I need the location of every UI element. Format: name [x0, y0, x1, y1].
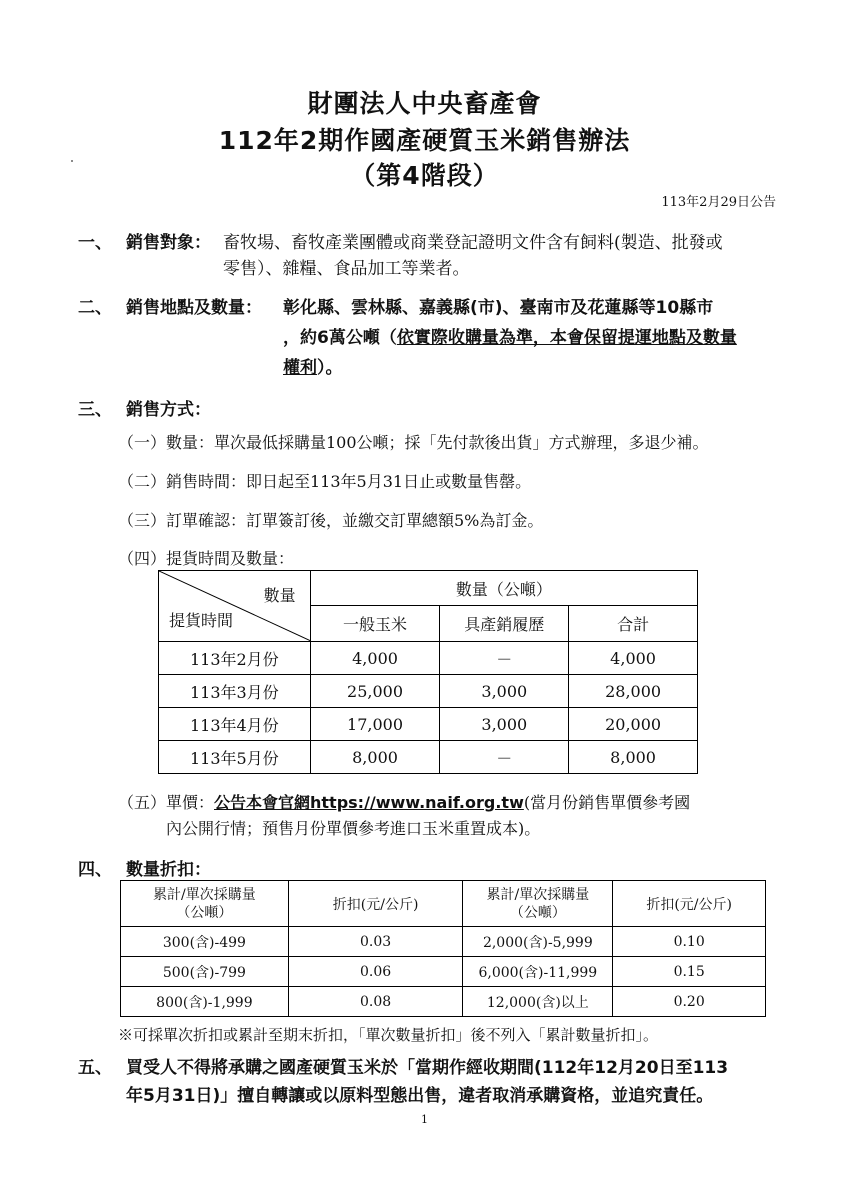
section-1-line-2: 零售）、雜糧、食品加工等業者。	[223, 259, 470, 279]
table-row	[121, 957, 766, 987]
table-cell: 4,000	[310, 642, 440, 675]
table-cell: 113年4月份	[159, 708, 311, 741]
section-3-item-2: （二）銷售時間：即日起至113年5月31日止或數量售罄。	[118, 472, 532, 491]
section-3-item-3: （三）訂單確認：訂單簽訂後，並繳交訂單總額5%為訂金。	[118, 511, 544, 530]
table-cell: 25,000	[310, 675, 440, 708]
table-cell: 0.10	[613, 927, 766, 957]
section-2-line-3	[283, 357, 343, 379]
section-3-item-5	[118, 792, 690, 814]
section-2-rights: 權利	[283, 358, 317, 378]
table-row	[159, 642, 698, 675]
website-link[interactable]: 公告本會官網https://www.naif.org.tw	[214, 793, 524, 812]
section-1-label: 銷售對象：	[126, 233, 211, 253]
qty-header-text: 累計/單次採購量	[153, 886, 256, 903]
section-2-label: 銷售地點及數量：	[126, 298, 262, 318]
table-cell: 113年2月份	[159, 642, 311, 675]
table-cell: 17,000	[310, 708, 440, 741]
col-header: 合計	[569, 606, 698, 642]
table-cell: 2,000(含)-5,999	[463, 927, 613, 957]
table-cell: 0.06	[288, 957, 463, 987]
section-2-line-1: 彰化縣、雲林縣、嘉義縣(市)、臺南市及花蓮縣等10縣市	[283, 298, 714, 318]
org-name: 財團法人中央畜產會	[307, 89, 542, 118]
section-5-line-2: 年5月31日)」擅自轉讓或以原料型態出售，違者取消承購資格，並追究責任。	[126, 1086, 714, 1106]
corner-bottom-label: 提貨時間	[169, 611, 234, 630]
table-row	[121, 987, 766, 1017]
table-cell: 500(含)-799	[121, 957, 289, 987]
table-cell: 12,000(含)以上	[463, 987, 613, 1017]
discount-header: 折扣(元/公斤)	[613, 881, 766, 927]
discount-table	[120, 880, 766, 1017]
qty-header-unit: （公噸）	[176, 904, 233, 921]
table-cell: 300(含)-499	[121, 927, 289, 957]
section-3-label: 銷售方式：	[126, 400, 211, 420]
section-2-amount: ，約6萬公噸（	[283, 328, 397, 348]
price-note-2: 內公開行情；預售月份單價參考進口玉米重置成本)。	[166, 819, 541, 838]
price-note-1: (當月份銷售單價參考國	[523, 793, 691, 812]
table-cell: 3,000	[440, 708, 569, 741]
table-cell: 8,000	[310, 741, 440, 774]
section-1-line-1: 畜牧場、畜牧產業團體或商業登記證明文件含有飼料(製造、批發或	[223, 233, 723, 253]
table-cell: －	[440, 642, 569, 675]
page-number: 1	[421, 1113, 428, 1126]
table-cell: －	[440, 741, 569, 774]
table-cell: 0.03	[288, 927, 463, 957]
table-cell: 0.08	[288, 987, 463, 1017]
table-row	[159, 675, 698, 708]
qty-header	[463, 881, 613, 927]
table-cell: 0.20	[613, 987, 766, 1017]
table-row	[159, 741, 698, 774]
table-cell: 28,000	[569, 675, 698, 708]
section-2-number: 二、	[78, 298, 112, 318]
delivery-table	[158, 570, 698, 774]
discount-header: 折扣(元/公斤)	[288, 881, 463, 927]
section-3-item-4: （四）提貨時間及數量：	[118, 549, 295, 568]
corner-top-label: 數量	[263, 586, 296, 605]
table-cell: 20,000	[569, 708, 698, 741]
section-3-item-1: （一）數量：單次最低採購量100公噸；採「先付款後出貨」方式辦理，多退少補。	[118, 433, 709, 452]
table-cell: 6,000(含)-11,999	[463, 957, 613, 987]
qty-header	[121, 881, 289, 927]
col-header: 一般玉米	[310, 606, 440, 642]
section-5-number: 五、	[78, 1058, 112, 1078]
section-4-label: 數量折扣：	[126, 860, 211, 880]
table-corner-cell	[159, 571, 311, 642]
table-cell: 0.15	[613, 957, 766, 987]
qty-header-text: 累計/單次採購量	[486, 886, 590, 903]
section-3-number: 三、	[78, 400, 112, 420]
section-4-number: 四、	[78, 860, 112, 880]
discount-note: ※可採單次折扣或累計至期末折扣，「單次數量折扣」後不列入「累計數量折扣」。	[118, 1026, 659, 1044]
table-cell: 3,000	[440, 675, 569, 708]
document-stage: （第4階段）	[350, 161, 499, 190]
table-row	[121, 927, 766, 957]
section-2-reservation: 依實際收購量為準，本會保留提運地點及數量	[396, 328, 737, 348]
col-header: 具產銷履歷	[440, 606, 569, 642]
price-prefix: （五）單價：	[118, 793, 215, 812]
section-1-number: 一、	[78, 233, 112, 253]
section-5-line-1: 買受人不得將承購之國產硬質玉米於「當期作經收期間(112年12月20日至113	[126, 1058, 729, 1078]
table-cell: 800(含)-1,999	[121, 987, 289, 1017]
table-cell: 113年3月份	[159, 675, 311, 708]
section-2-end: ）。	[317, 358, 343, 378]
document-title: 112年2期作國產硬質玉米銷售辦法	[218, 126, 631, 155]
qty-header-unit: （公噸）	[509, 904, 566, 921]
table-cell: 8,000	[569, 741, 698, 774]
announcement-date: 113年2月29日公告	[661, 195, 776, 210]
table-cell: 4,000	[569, 642, 698, 675]
group-header: 數量（公噸）	[310, 571, 697, 606]
table-row	[159, 708, 698, 741]
section-2-line-2	[283, 327, 737, 349]
table-cell: 113年5月份	[159, 741, 311, 774]
